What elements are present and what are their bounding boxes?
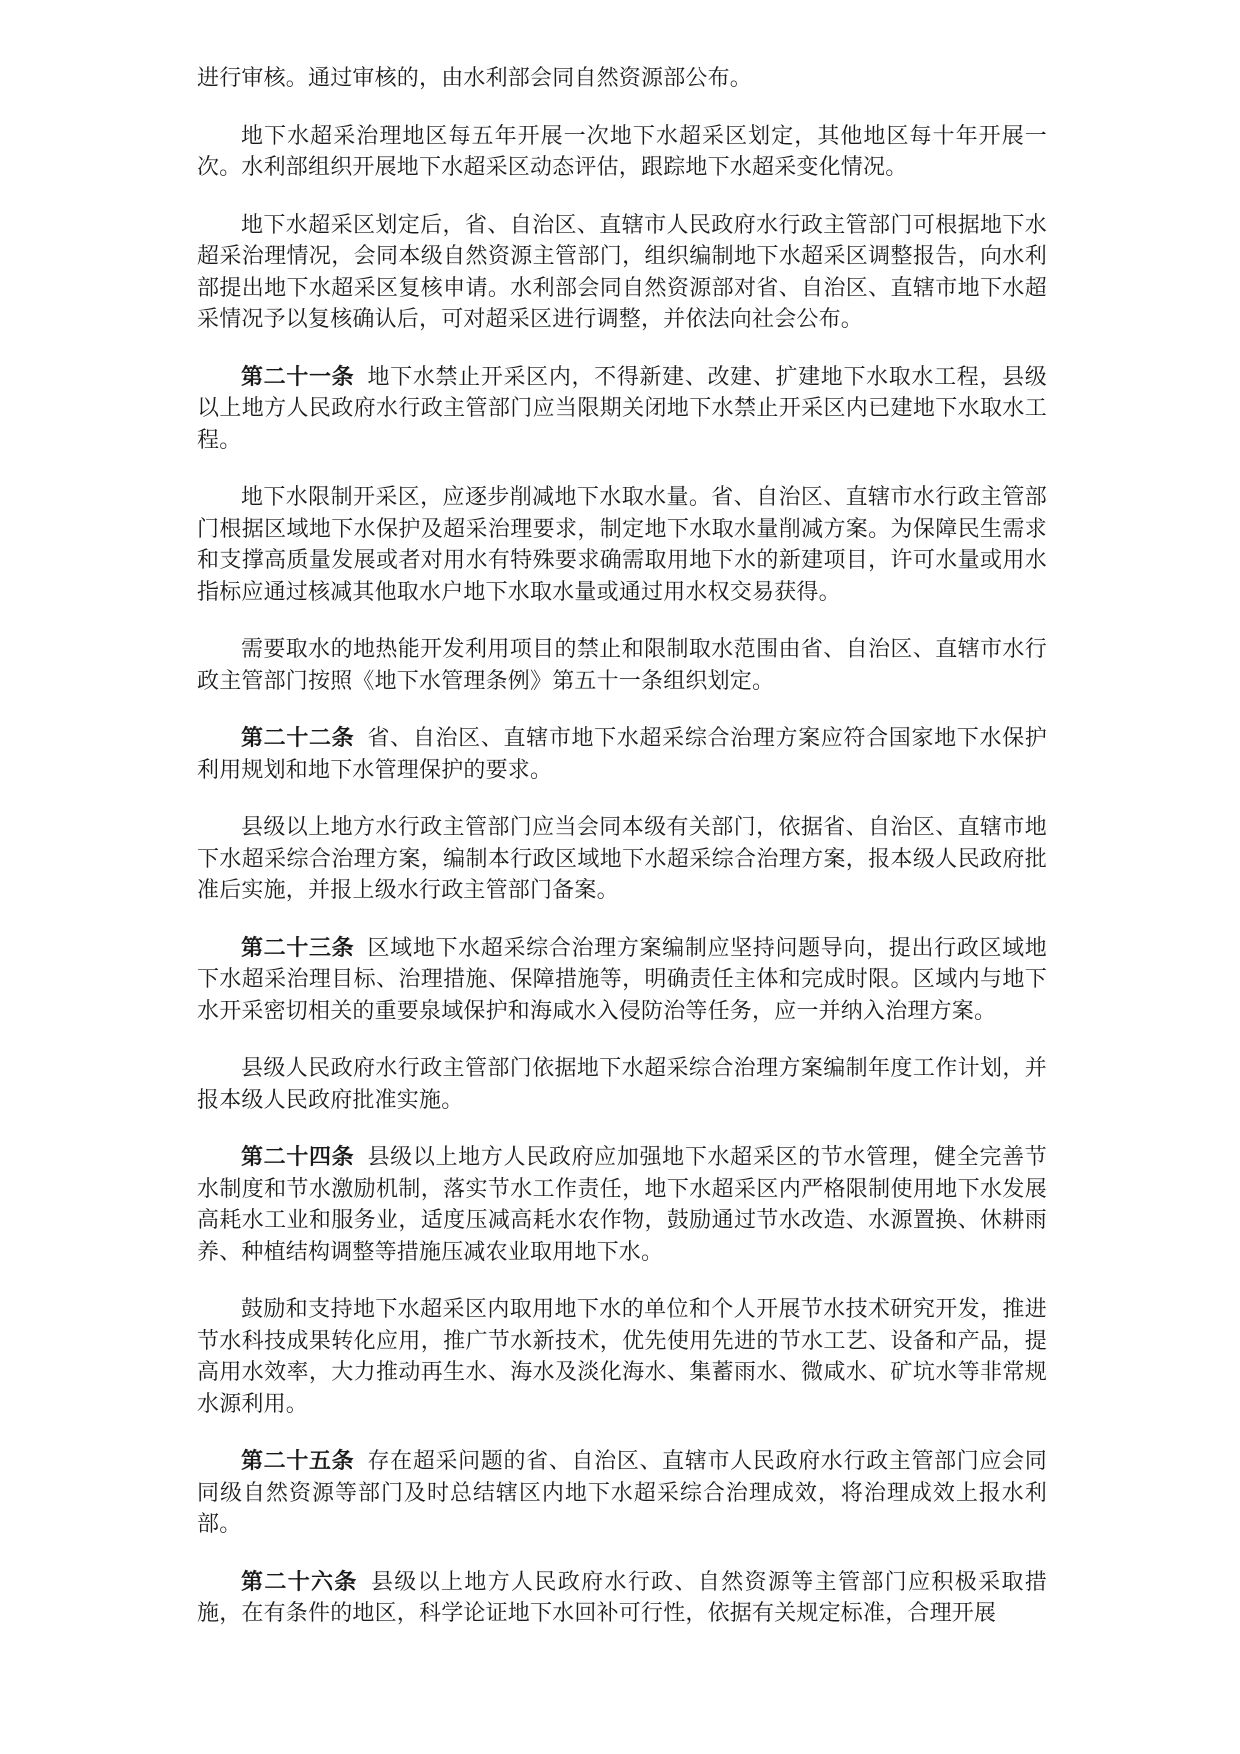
paragraph-continuation bbox=[197, 62, 1047, 94]
article-number: 第二十二条 bbox=[241, 725, 355, 750]
paragraph-text: 鼓励和支持地下水超采区内取用地下水的单位和个人开展节水技术研究开发，推进节水科技成果转化应用，推广节水新技术，优先使用先进的节水工艺、设备和产品，提高用水效率，大力推动再生水、海水及淡化海水、集蓄雨水、微咸水、矿坑水等非常规水源利用。 bbox=[197, 1296, 1047, 1416]
paragraph-article-21 bbox=[197, 361, 1047, 456]
article-number: 第二十四条 bbox=[241, 1144, 355, 1169]
paragraph bbox=[197, 633, 1047, 696]
paragraph-text: 地下水超采治理地区每五年开展一次地下水超采区划定，其他地区每十年开展一次。水利部组织开展地下水超采区动态评估，跟踪地下水超采变化情况。 bbox=[197, 122, 1047, 179]
paragraph-text: 县级以上地方人民政府应加强地下水超采区的节水管理，健全完善节水制度和节水激励机制，落实节水工作责任，地下水超采区内严格限制使用地下水发展高耗水工业和服务业，适度压减高耗水农作物，鼓励通过节水改造、水源置换、休耕雨养、种植结构调整等措施压减农业取用地下水。 bbox=[197, 1144, 1047, 1264]
paragraph-article-25 bbox=[197, 1445, 1047, 1540]
paragraph-article-24 bbox=[197, 1141, 1047, 1267]
article-number: 第二十五条 bbox=[241, 1448, 355, 1473]
paragraph-article-22 bbox=[197, 722, 1047, 785]
paragraph-text: 县级以上地方人民政府水行政、自然资源等主管部门应积极采取措施，在有条件的地区，科学论证地下水回补可行性，依据有关规定标准，合理开展 bbox=[197, 1568, 1047, 1625]
paragraph bbox=[197, 481, 1047, 607]
paragraph-text: 需要取水的地热能开发利用项目的禁止和限制取水范围由省、自治区、直辖市水行政主管部门按照《地下水管理条例》第五十一条组织划定。 bbox=[197, 636, 1047, 693]
paragraph-text: 地下水超采区划定后，省、自治区、直辖市人民政府水行政主管部门可根据地下水超采治理情况，会同本级自然资源主管部门，组织编制地下水超采区调整报告，向水利部提出地下水超采区复核申请。水利部会同自然资源部对省、自治区、直辖市地下水超采情况予以复核确认后，可对超采区进行调整，并依法向社会公布。 bbox=[197, 211, 1047, 331]
document-body bbox=[197, 62, 1047, 1629]
article-number: 第二十一条 bbox=[241, 363, 355, 389]
article-number: 第二十六条 bbox=[241, 1568, 358, 1594]
paragraph bbox=[197, 120, 1047, 183]
paragraph-text: 地下水限制开采区，应逐步削减地下水取水量。省、自治区、直辖市水行政主管部门根据区域地下水保护及超采治理要求，制定地下水取水量削减方案。为保障民生需求和支撑高质量发展或者对用水有特殊要求确需取用地下水的新建项目，许可水量或用水指标应通过核减其他取水户地下水取水量或通过用水权交易获得。 bbox=[197, 484, 1047, 604]
paragraph-text: 地下水禁止开采区内，不得新建、改建、扩建地下水取水工程，县级以上地方人民政府水行政主管部门应当限期关闭地下水禁止开采区内已建地下水取水工程。 bbox=[197, 363, 1047, 452]
paragraph-text: 区域地下水超采综合治理方案编制应坚持问题导向，提出行政区域地下水超采治理目标、治理措施、保障措施等，明确责任主体和完成时限。区域内与地下水开采密切相关的重要泉域保护和海咸水入侵防治等任务，应一并纳入治理方案。 bbox=[197, 934, 1047, 1023]
paragraph-text: 县级人民政府水行政主管部门依据地下水超采综合治理方案编制年度工作计划，并报本级人民政府批准实施。 bbox=[197, 1055, 1047, 1112]
paragraph bbox=[197, 209, 1047, 335]
paragraph-article-26 bbox=[197, 1566, 1047, 1629]
paragraph-text: 省、自治区、直辖市地下水超采综合治理方案应符合国家地下水保护利用规划和地下水管理保护的要求。 bbox=[197, 725, 1047, 782]
paragraph bbox=[197, 1293, 1047, 1419]
paragraph bbox=[197, 1052, 1047, 1115]
article-number: 第二十三条 bbox=[241, 934, 355, 960]
paragraph-article-23 bbox=[197, 932, 1047, 1027]
paragraph-text: 县级以上地方水行政主管部门应当会同本级有关部门，依据省、自治区、直辖市地下水超采综合治理方案，编制本行政区域地下水超采综合治理方案，报本级人民政府批准后实施，并报上级水行政主管部门备案。 bbox=[197, 814, 1047, 902]
paragraph-text: 进行审核。通过审核的，由水利部会同自然资源部公布。 bbox=[197, 65, 753, 90]
paragraph bbox=[197, 811, 1047, 906]
paragraph-text: 存在超采问题的省、自治区、直辖市人民政府水行政主管部门应会同同级自然资源等部门及时总结辖区内地下水超采综合治理成效，将治理成效上报水利部。 bbox=[197, 1448, 1047, 1536]
